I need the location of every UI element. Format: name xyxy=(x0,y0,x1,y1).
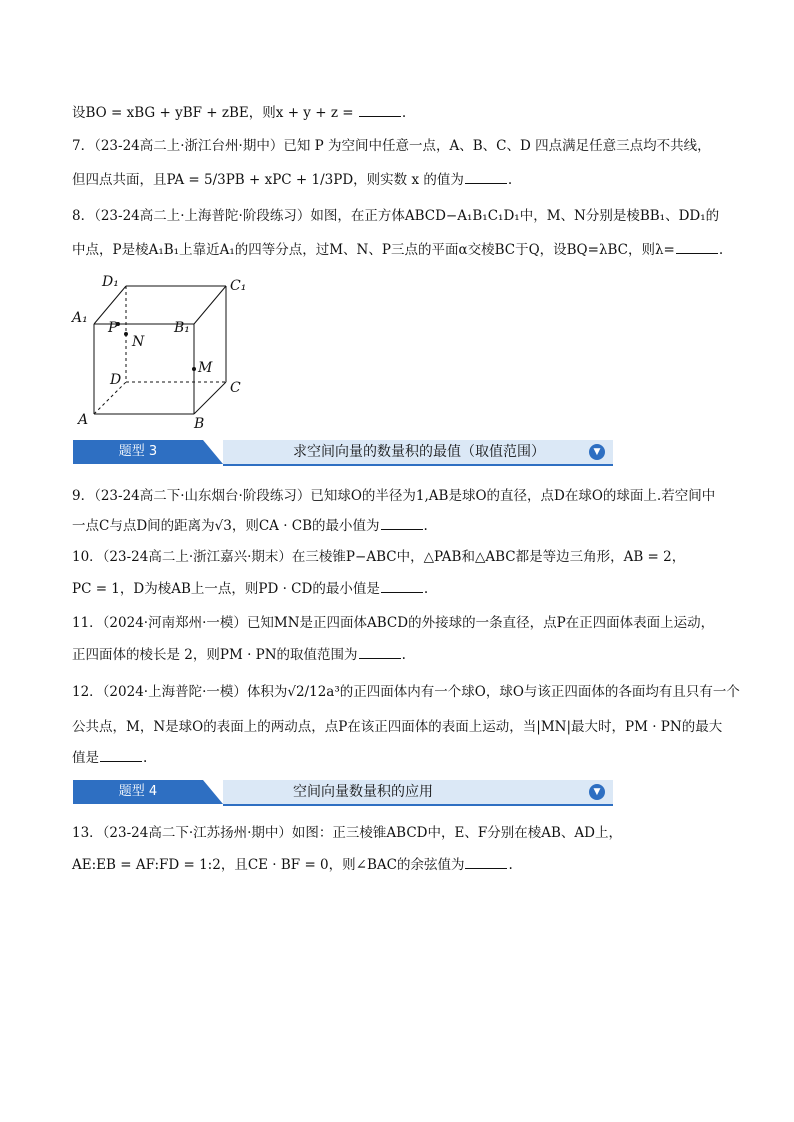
line-text: 12．（2024·上海普陀·一模）体积为√2/12a³的正四面体内有一个球O，球O与该正四面体的各面均有且只有一个 xyxy=(72,684,740,700)
answer-blank[interactable] xyxy=(381,517,423,530)
line-text: 11．（2024·河南郑州·一模）已知MN是正四面体ABCD的外接球的一条直径，点P在正四面体表面上运动， xyxy=(72,615,715,631)
problem-11-line-1 xyxy=(72,614,714,632)
problem-9-line-1 xyxy=(72,487,715,505)
problem-7-line-2 xyxy=(72,171,512,189)
section-title xyxy=(223,440,613,466)
label-C: C xyxy=(230,380,241,396)
answer-blank[interactable] xyxy=(676,241,718,254)
line-text: 9．（23-24高二下·山东烟台·阶段练习）已知球O的半径为1,AB是球O的直径，点D在球O的球面上.若空间中 xyxy=(72,488,716,504)
line-text: 值是 xyxy=(72,750,99,766)
answer-blank[interactable] xyxy=(100,749,142,762)
answer-blank[interactable] xyxy=(465,856,507,869)
line-text: PC = 1，D为棱AB上一点，则PD · CD的最小值是 xyxy=(72,581,380,597)
section-banner-3 xyxy=(73,440,613,464)
problem-7-line-1 xyxy=(72,137,711,155)
cube-figure xyxy=(70,272,260,432)
problem-12-line-1 xyxy=(72,683,740,701)
line-text: 中点，P是棱A₁B₁上靠近A₁的四等分点，过M、N、P三点的平面α交棱BC于Q，设BQ=λBC，则λ= xyxy=(72,242,675,258)
line-suffix: . xyxy=(143,750,148,766)
answer-blank[interactable] xyxy=(465,171,507,184)
problem-10-line-2 xyxy=(72,580,428,598)
label-D1: D₁ xyxy=(102,274,119,290)
label-D: D xyxy=(110,372,122,388)
label-N: N xyxy=(132,334,145,350)
section-title-text: 求空间向量的数量积的最值（取值范围） xyxy=(293,444,545,460)
line-text: 一点C与点D间的距离为√3，则CA · CB的最小值为 xyxy=(72,518,380,534)
label-B: B xyxy=(194,416,205,432)
line-text: 7．（23-24高二上·浙江台州·期中）已知 P 为空间中任意一点，A、B、C、D 四点满足任意三点均不共线， xyxy=(72,138,711,154)
line-suffix: . xyxy=(401,647,406,663)
section-label: 题型 4 xyxy=(73,780,203,804)
problem-8-line-2 xyxy=(72,241,723,259)
label-B1: B₁ xyxy=(174,320,190,336)
answer-blank[interactable] xyxy=(359,646,401,659)
problem-12-line-3 xyxy=(72,749,147,767)
line-text: 正四面体的棱长是 2，则PM · PN的取值范围为 xyxy=(72,647,358,663)
section-title-text: 空间向量数量积的应用 xyxy=(293,784,433,800)
line-suffix: . xyxy=(507,172,513,188)
problem-8-line-1 xyxy=(72,207,719,225)
line-text: 但四点共面，且PA = 5/3PB + xPC + 1/3PD，则实数 x 的值为 xyxy=(72,172,464,188)
section-banner-4 xyxy=(73,780,613,804)
line-suffix: . xyxy=(423,581,429,597)
problem-10-line-1 xyxy=(72,548,685,566)
section-title xyxy=(223,780,613,806)
problem-9-line-2 xyxy=(72,517,428,535)
label-A: A xyxy=(78,412,89,428)
label-A1: A₁ xyxy=(72,310,88,326)
line-text: AE:EB = AF:FD = 1:2，且CE · BF = 0，则∠BAC的余弦值为 xyxy=(72,857,465,873)
label-C1: C₁ xyxy=(230,278,247,294)
problem-13-line-1 xyxy=(72,824,622,842)
line-suffix: . xyxy=(401,105,407,121)
section-label: 题型 3 xyxy=(73,440,203,464)
problem-12-line-2 xyxy=(72,718,722,736)
chevron-down-icon[interactable]: ▼ xyxy=(589,444,605,460)
line-suffix: . xyxy=(718,242,724,258)
line-text: 设BO = xBG + yBF + zBE，则x + y + z = xyxy=(72,105,358,121)
problem-13-line-2 xyxy=(72,856,513,874)
text-line xyxy=(72,104,406,122)
line-text: 8．（23-24高二上·上海普陀·阶段练习）如图，在正方体ABCD−A₁B₁C₁D₁中，M、N分别是棱BB₁、DD₁的 xyxy=(72,208,720,224)
line-suffix: . xyxy=(508,857,513,873)
answer-blank[interactable] xyxy=(359,104,401,117)
label-M: M xyxy=(198,360,213,376)
problem-11-line-2 xyxy=(72,646,406,664)
label-P: P xyxy=(108,320,118,336)
line-text: 10．（23-24高二上·浙江嘉兴·期末）在三棱锥P−ABC中，△PAB和△ABC都是等边三角形，AB = 2， xyxy=(72,549,686,565)
answer-blank[interactable] xyxy=(381,580,423,593)
line-suffix: . xyxy=(423,518,428,534)
chevron-down-icon[interactable]: ▼ xyxy=(589,784,605,800)
line-text: 公共点，M，N是球O的表面上的两动点，点P在该正四面体的表面上运动，当|MN|最大时，PM · PN的最大 xyxy=(72,719,723,735)
line-text: 13．（23-24高二下·江苏扬州·期中）如图：正三棱锥ABCD中，E、F分别在棱AB、AD上， xyxy=(72,825,622,841)
